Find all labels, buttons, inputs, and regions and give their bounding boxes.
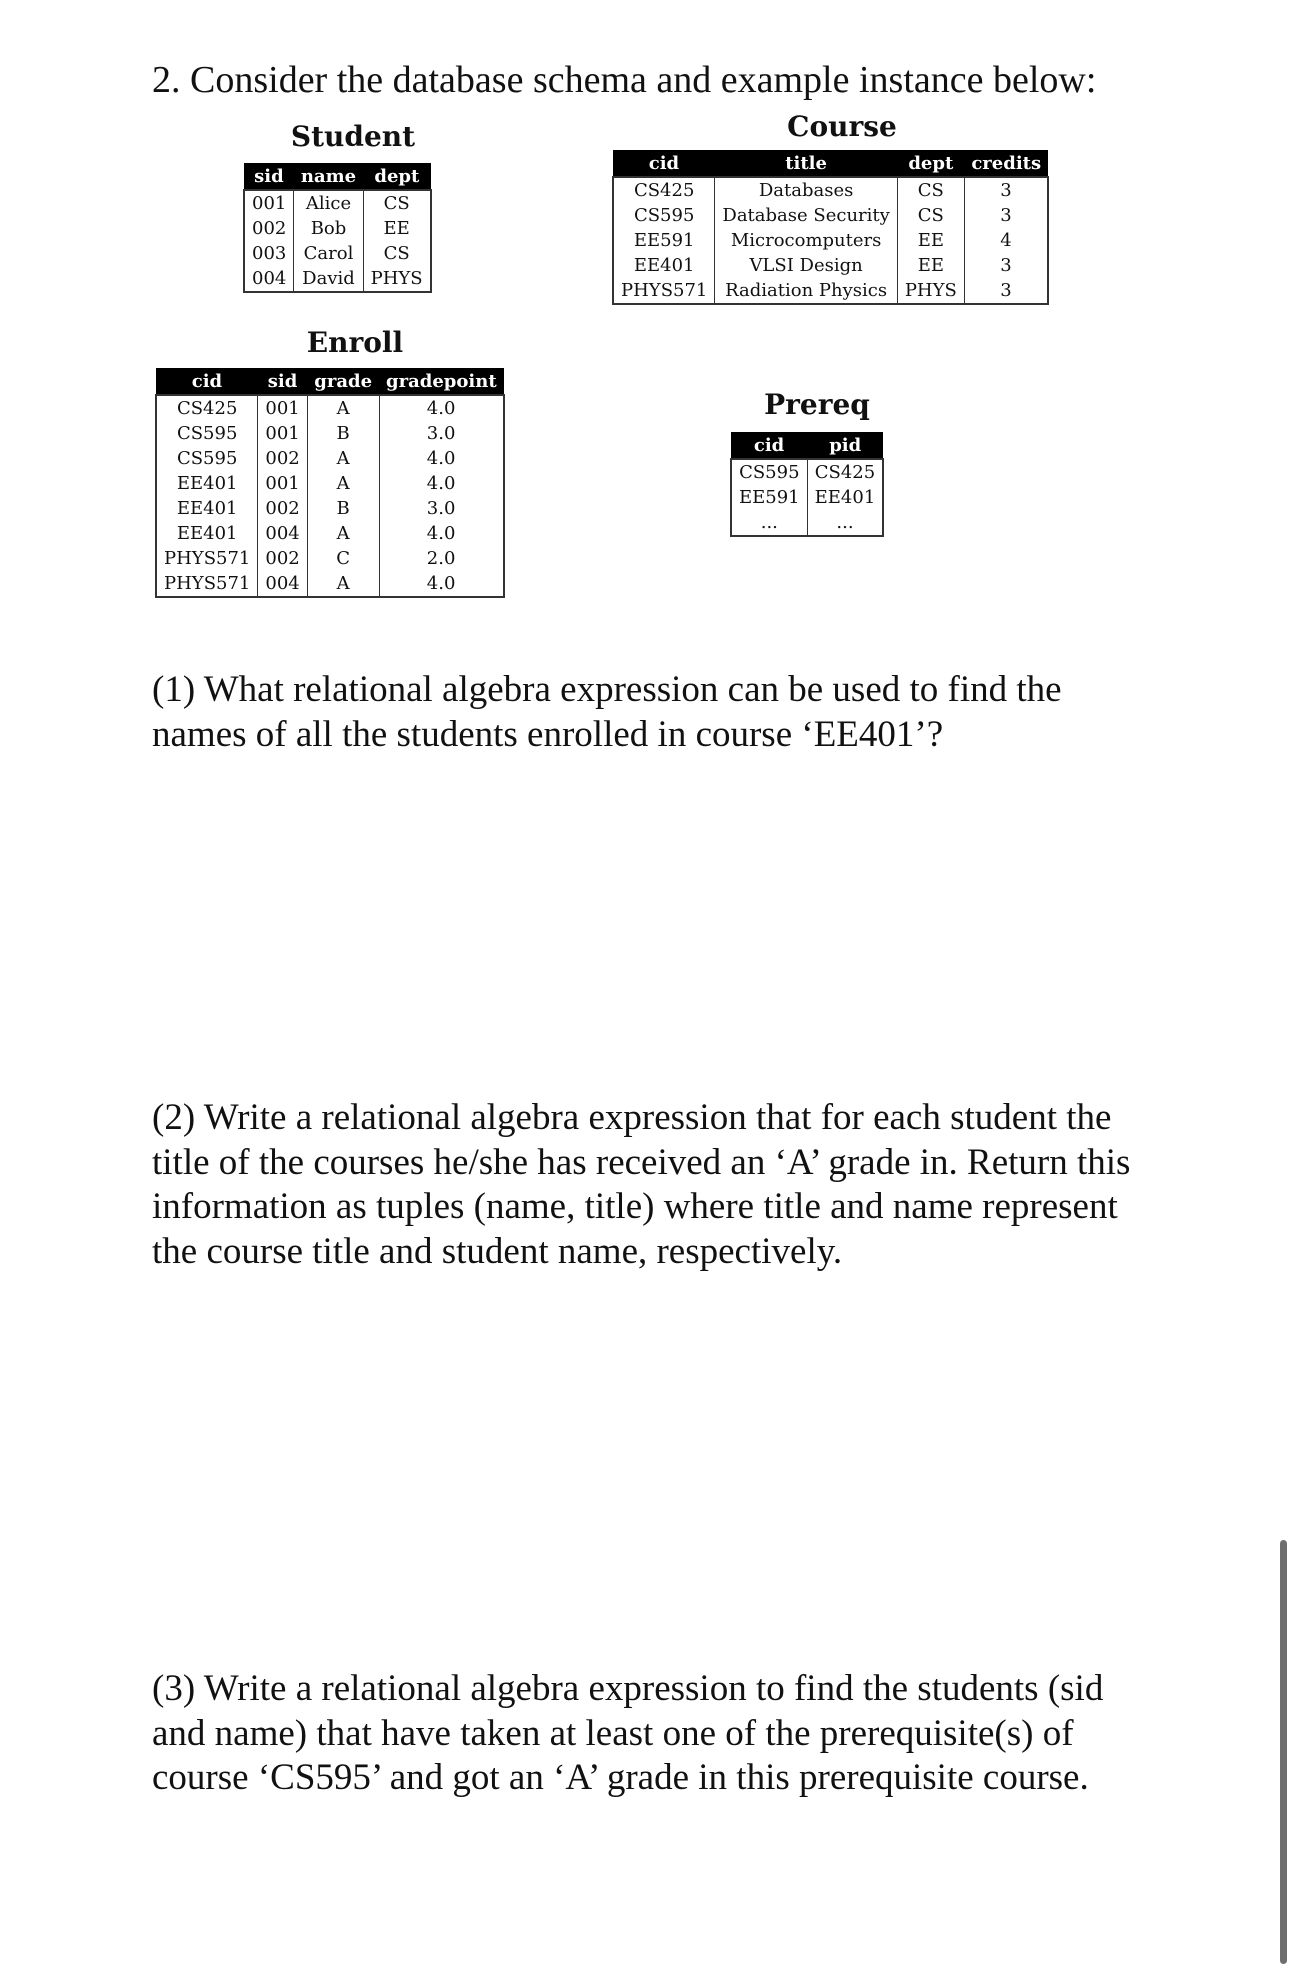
table-cell: CS595 [176,423,238,444]
table-cell: ... [807,510,883,536]
table-cell: 002 [252,218,287,239]
table-row [156,571,504,597]
table-row [731,485,883,510]
table-cell: 004 [258,571,307,597]
table-row [731,510,883,536]
table-cell: Databases [715,177,897,203]
table-cell: 4 [964,228,1048,253]
table-cell: 3 [964,177,1048,203]
table-cell: 4.0 [379,521,504,546]
column-header: grade [307,368,379,395]
table-cell: 002 [258,446,307,471]
scrollbar[interactable] [1280,1540,1287,1964]
table-row [731,459,883,485]
table-cell: CS [363,190,431,216]
table-cell: 001 [252,193,287,214]
table-cell: PHYS [897,278,964,304]
column-header: cid [613,150,715,177]
table-cell: Bob [294,216,363,241]
table-cell: 3.0 [379,496,504,521]
column-header: dept [363,163,431,190]
table-cell: Radiation Physics [715,278,897,304]
table-cell: CS595 [633,205,695,226]
question-2: (2) Write a relational algebra expression that for each student the title of the courses he/she has received an ‘A’ grade in. Return this information as tuples (name, title) where title and name represent the course title and student name, respectively. [152,1097,1131,1272]
table-cell: PHYS [363,266,431,292]
prereq-table-caption: Prereq [764,388,870,421]
table-cell: 3 [964,203,1048,228]
table-cell: EE401 [807,485,883,510]
table-cell: 3 [964,278,1048,304]
table-cell: CS425 [633,180,695,201]
table-cell: VLSI Design [715,253,897,278]
column-header: cid [731,432,807,459]
question-heading: 2. Consider the database schema and example instance below: [152,59,1097,101]
table-row [613,177,1048,203]
table-cell: 004 [258,521,307,546]
column-header: sid [258,368,307,395]
table-cell: PHYS571 [164,548,251,569]
table-cell: EE401 [633,255,695,276]
table-cell: CS [897,177,964,203]
table-row [156,395,504,421]
table-row [156,546,504,571]
table-cell: CS [897,203,964,228]
table-cell: A [307,446,379,471]
table-cell: 003 [252,243,287,264]
column-header: name [294,163,363,190]
table-cell: 001 [258,395,307,421]
column-header: dept [897,150,964,177]
table-cell: B [307,421,379,446]
table-cell: C [307,546,379,571]
table-cell: 4.0 [379,571,504,597]
table-cell: A [307,571,379,597]
table-cell: 4.0 [379,395,504,421]
table-row [156,521,504,546]
question-3: (3) Write a relational algebra expression to find the students (sid and name) that have taken at least one of the prerequisite(s) of course ‘CS595’ and got an ‘A’ grade in this prerequisite course. [152,1668,1104,1798]
table-cell: 002 [258,546,307,571]
column-header: pid [807,432,883,459]
question-1: (1) What relational algebra expression can be used to find the names of all the students enrolled in course ‘EE401’? [152,669,1062,755]
table-row [613,278,1048,304]
column-header: cid [156,368,258,395]
table-cell: David [294,266,363,292]
table-row [156,421,504,446]
column-header: title [715,150,897,177]
table-cell: EE401 [176,473,238,494]
table-row [613,228,1048,253]
column-header: credits [964,150,1048,177]
table-cell: EE591 [633,230,695,251]
table-cell: 3 [964,253,1048,278]
table-row [244,266,431,292]
table-row [156,496,504,521]
table-cell: A [307,521,379,546]
table-row [244,216,431,241]
enroll-table [155,368,505,598]
table-cell: EE401 [176,523,238,544]
table-header-row [613,150,1048,177]
table-cell: Microcomputers [715,228,897,253]
column-header: sid [244,163,294,190]
table-cell: EE [897,228,964,253]
table-cell: CS595 [176,448,238,469]
table-cell: Database Security [715,203,897,228]
table-row [156,446,504,471]
table-cell: CS425 [807,459,883,485]
table-cell: 4.0 [379,446,504,471]
table-header-row [244,163,431,190]
table-row [613,253,1048,278]
table-cell: ... [760,512,778,533]
table-cell: A [307,395,379,421]
table-cell: 3.0 [379,421,504,446]
table-cell: EE [897,253,964,278]
table-cell: 2.0 [379,546,504,571]
table-cell: 004 [252,268,287,289]
table-cell: CS595 [739,462,800,483]
table-cell: CS425 [176,398,238,419]
table-row [613,203,1048,228]
table-cell: EE [363,216,431,241]
prereq-table [730,432,884,537]
column-header: gradepoint [379,368,504,395]
table-cell: 001 [258,471,307,496]
table-row [244,190,431,216]
enroll-table-caption: Enroll [306,326,404,359]
student-table [243,163,432,293]
table-cell: EE591 [739,487,800,508]
table-header-row [731,432,883,459]
table-cell: Alice [294,190,363,216]
table-cell: EE401 [176,498,238,519]
table-cell: B [307,496,379,521]
table-cell: A [307,471,379,496]
table-cell: 4.0 [379,471,504,496]
table-cell: 001 [258,421,307,446]
course-table [612,150,1049,305]
table-cell: PHYS571 [621,280,708,301]
table-cell: CS [363,241,431,266]
table-header-row [156,368,504,395]
table-cell: PHYS571 [164,573,251,594]
student-table-caption: Student [290,120,416,153]
course-table-caption: Course [787,110,897,143]
table-row [156,471,504,496]
table-cell: 002 [258,496,307,521]
table-cell: Carol [294,241,363,266]
table-row [244,241,431,266]
